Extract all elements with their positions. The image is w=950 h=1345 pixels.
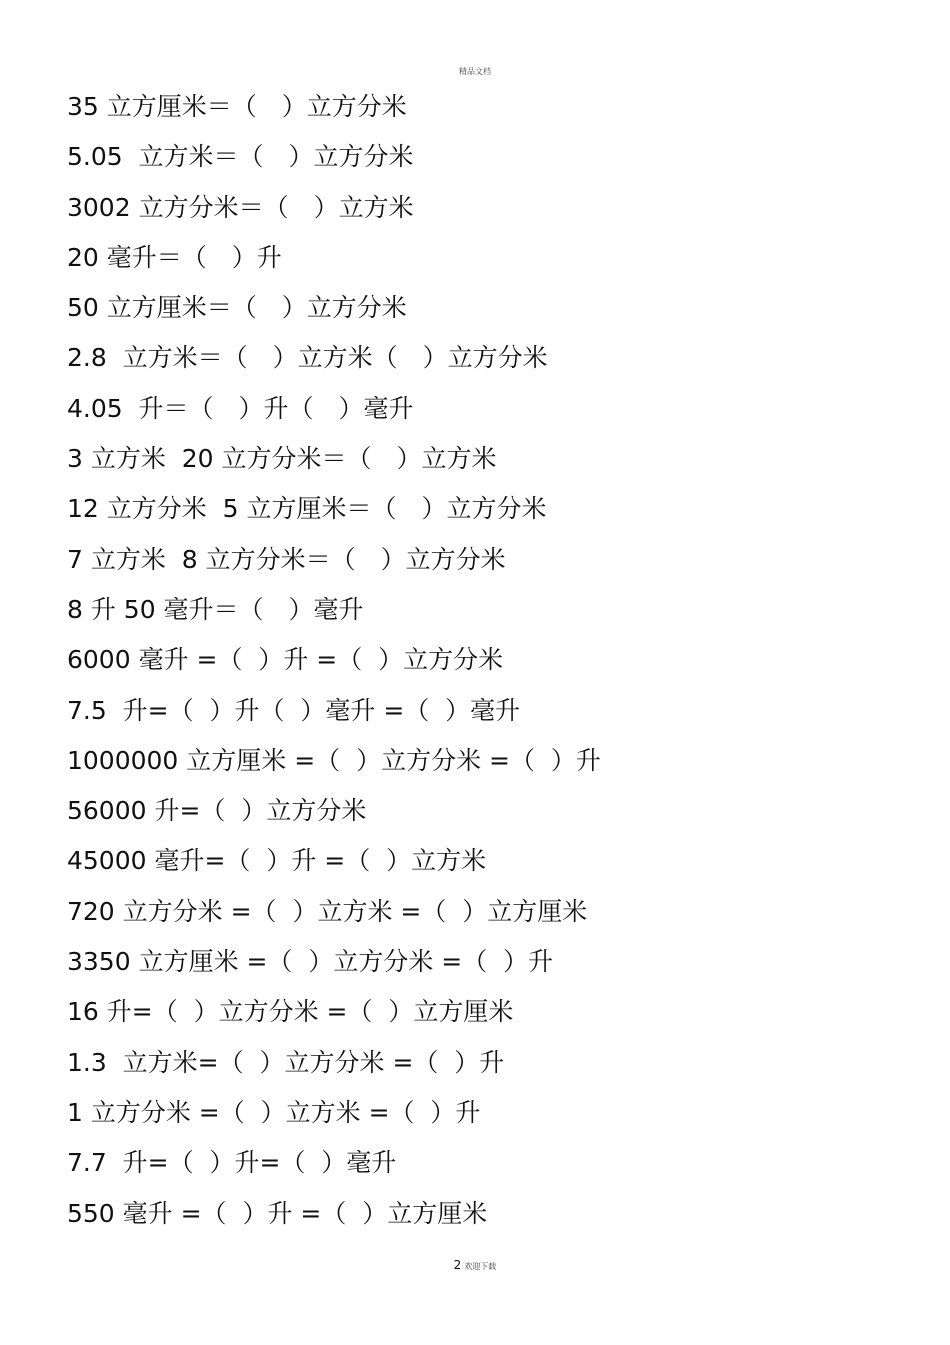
problem-line: 8 升 50 毫升＝（ ）毫升: [67, 594, 364, 624]
problem-line: 12 立方分米 5 立方厘米＝（ ）立方分米: [67, 494, 547, 524]
page-number: 2: [453, 1258, 462, 1272]
problem-line: 35 立方厘米＝（ ）立方分米: [67, 92, 407, 121]
problem-line: 7 立方米 8 立方分米＝（ ）立方分米: [67, 544, 506, 574]
problem-line: 1.3 立方米=（ ）立方分米 =（ ）升: [67, 1047, 505, 1077]
problem-line: 1 立方分米 =（ ）立方米 =（ ）升: [67, 1097, 481, 1127]
problem-line: 56000 升=（ ）立方分米: [67, 796, 367, 826]
problem-line: 1000000 立方厘米 =（ ）立方分米 =（ ）升: [67, 745, 601, 775]
problem-list: [67, 82, 887, 1239]
problem-line: 50 立方厘米＝（ ）立方分米: [67, 293, 407, 323]
header-note: 精品文档: [459, 67, 491, 76]
problem-line: 2.8 立方米＝（ ）立方米（ ）立方分米: [67, 343, 548, 373]
problem-line: 4.05 升＝（ ）升（ ）毫升: [67, 393, 414, 423]
problem-line: 7.5 升=（ ）升（ ）毫升 =（ ）毫升: [67, 695, 521, 725]
problem-line: 3 立方米 20 立方分米＝（ ）立方米: [67, 444, 497, 474]
problem-line: 6000 毫升 =（ ）升 =（ ）立方分米: [67, 645, 504, 675]
page-footer: [0, 1258, 950, 1272]
problem-line: 20 毫升＝（ ）升: [67, 242, 282, 272]
problem-line: 5.05 立方米＝（ ）立方分米: [67, 142, 414, 172]
problem-line: 16 升=（ ）立方分米 =（ ）立方厘米: [67, 997, 514, 1027]
footer-text: 欢迎下载: [464, 1262, 497, 1271]
problem-line: 3350 立方厘米 =（ ）立方分米 =（ ）升: [67, 947, 554, 977]
problem-line: 720 立方分米 =（ ）立方米 =（ ）立方厘米: [67, 896, 588, 926]
problem-line: 7.7 升=（ ）升=（ ）毫升: [67, 1148, 397, 1178]
problem-line: 3002 立方分米＝（ ）立方米: [67, 192, 414, 222]
problem-line: 550 毫升 =（ ）升 =（ ）立方厘米: [67, 1198, 488, 1228]
problem-line: 45000 毫升=（ ）升 =（ ）立方米: [67, 846, 487, 876]
